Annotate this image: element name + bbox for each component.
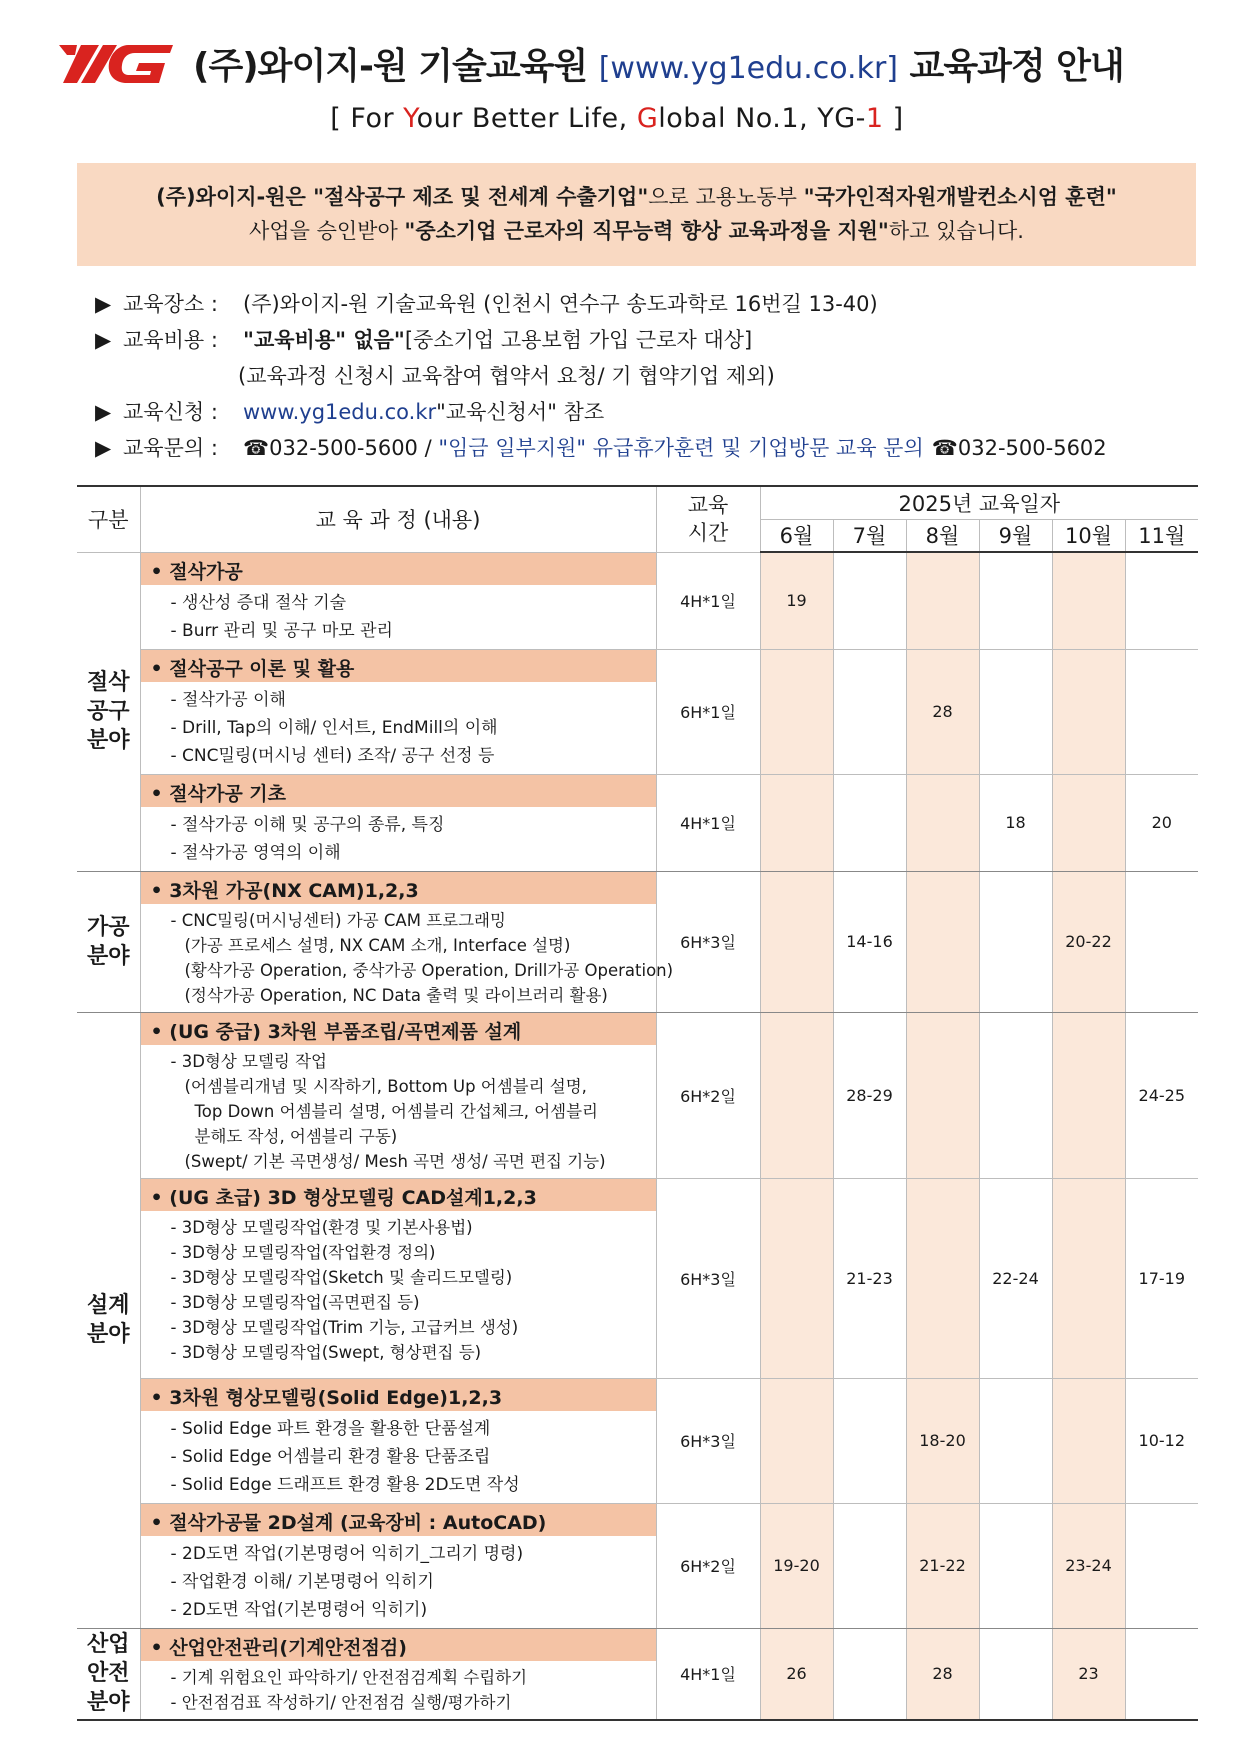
course-detail-line: - 생산성 증대 절삭 기술 (170, 592, 347, 613)
date-cell: 17-19 (1125, 1178, 1198, 1378)
course-detail-line: - 3D형상 모델링작업(환경 및 기본사용법) (170, 1217, 473, 1237)
cost-note: (교육과정 신청시 교육참여 협약서 요청/ 기 협약기업 제외) (238, 364, 775, 388)
info-list (95, 286, 1215, 466)
date-cell (1125, 871, 1198, 1012)
course-detail-line: - Drill, Tap의 이해/ 인서트, EndMill의 이해 (170, 717, 498, 738)
slogan (0, 103, 1234, 134)
course-cell (140, 774, 656, 871)
date-cell (979, 1503, 1052, 1628)
date-cell (833, 774, 906, 871)
date-cell (833, 1378, 906, 1503)
date-cell (979, 649, 1052, 774)
course-row (77, 1378, 1198, 1503)
page-title (193, 38, 1124, 89)
course-description (141, 904, 674, 1012)
course-cell (140, 1378, 656, 1503)
header-month: 10월 (1052, 519, 1125, 552)
course-detail-line: - 3D형상 모델링 작업 (170, 1051, 327, 1071)
date-cell: 20 (1125, 774, 1198, 871)
slogan-one: 1 (865, 103, 884, 134)
course-detail-line: - 3D형상 모델링작업(Swept, 형상편집 등) (170, 1342, 482, 1362)
notice-l2-c: 하고 있습니다. (888, 219, 1024, 243)
course-description (141, 807, 656, 871)
course-row (77, 1628, 1198, 1720)
page-header (55, 28, 1215, 98)
hours-cell: 6H*3일 (656, 1378, 760, 1503)
course-detail-line: Top Down 어셈블리 설명, 어셈블리 간섭체크, 어셈블리 (194, 1101, 598, 1121)
course-detail-line: - Burr 관리 및 공구 마모 관리 (170, 620, 393, 641)
yg-logo-icon (55, 33, 175, 93)
date-cell (833, 649, 906, 774)
date-cell: 19-20 (760, 1503, 833, 1628)
course-detail-line: (가공 프로세스 설명, NX CAM 소개, Interface 설명) (184, 935, 571, 955)
hours-cell: 4H*1일 (656, 774, 760, 871)
course-detail-line: - 3D형상 모델링작업(Sketch 및 솔리드모델링) (170, 1267, 513, 1287)
contact-phone-2: ☎032-500-5602 (931, 436, 1107, 460)
notice-l2-b: "중소기업 근로자의 직무능력 향상 교육과정을 지원" (404, 219, 889, 243)
slogan-mid1: our Better Life, (416, 103, 637, 134)
course-detail-line: - 절삭가공 이해 (170, 689, 286, 710)
course-detail-line: - Solid Edge 드래프트 환경 활용 2D도면 작성 (170, 1474, 520, 1495)
date-cell (906, 1012, 979, 1178)
date-cell (1125, 1628, 1198, 1720)
slogan-g: G (636, 103, 659, 134)
date-cell (1052, 1178, 1125, 1378)
course-detail-line: (어셈블리개념 및 시작하기, Bottom Up 어셈블리 설명, (184, 1076, 587, 1096)
course-title: • 절삭공구 이론 및 활용 (141, 650, 656, 682)
contact-blue: "임금 일부지원" 유급휴가훈련 및 기업방문 교육 문의 (438, 436, 924, 460)
date-cell: 24-25 (1125, 1012, 1198, 1178)
date-cell (906, 774, 979, 871)
hours-cell: 4H*1일 (656, 552, 760, 649)
course-description (141, 1045, 656, 1178)
slogan-close: ] (883, 103, 904, 134)
cost-value-bold: "교육비용" 없음" (243, 328, 405, 352)
date-cell: 28 (906, 1628, 979, 1720)
course-title: • 절삭가공 (141, 553, 656, 585)
date-cell: 14-16 (833, 871, 906, 1012)
course-title: • 산업안전관리(기계안전점검) (141, 1629, 656, 1661)
course-detail-line: - CNC밀링(머시닝 센터) 조작/ 공구 선정 등 (170, 745, 495, 766)
header-month: 8월 (906, 519, 979, 552)
slogan-y: Y (403, 103, 417, 134)
contact-sep: / (417, 436, 439, 460)
contact-phone-1: ☎032-500-5600 (243, 436, 418, 460)
date-cell: 19 (760, 552, 833, 649)
date-cell (979, 1012, 1052, 1178)
date-cell: 21-22 (906, 1503, 979, 1628)
date-cell (906, 871, 979, 1012)
course-description (141, 585, 656, 649)
date-cell: 22-24 (979, 1178, 1052, 1378)
date-cell: 10-12 (1125, 1378, 1198, 1503)
header-dates: 2025년 교육일자 (760, 486, 1198, 519)
course-detail-line: - 기계 위험요인 파악하기/ 안전점검계획 수립하기 (170, 1667, 528, 1687)
course-detail-line: - Solid Edge 파트 환경을 활용한 단품설계 (170, 1418, 491, 1439)
date-cell (1125, 649, 1198, 774)
course-row (77, 552, 1198, 649)
schedule-table (77, 485, 1198, 1721)
hours-cell: 6H*2일 (656, 1012, 760, 1178)
date-cell (1125, 552, 1198, 649)
course-detail-line: - 안전점검표 작성하기/ 안전점검 실행/평가하기 (170, 1692, 512, 1712)
apply-rest: "교육신청서" 참조 (436, 400, 605, 424)
info-contact (95, 430, 1215, 466)
contact-label: 교육문의 : (123, 436, 218, 460)
date-cell: 28 (906, 649, 979, 774)
date-cell (906, 1178, 979, 1378)
course-title: • 절삭가공 기초 (141, 775, 656, 807)
course-description (141, 1536, 656, 1628)
course-detail-line: 분해도 작성, 어셈블리 구동) (194, 1126, 398, 1146)
header-category: 구분 (77, 486, 140, 552)
course-detail-line: - CNC밀링(머시닝센터) 가공 CAM 프로그래밍 (170, 910, 506, 930)
notice-l1-c: 으로 고용노동부 (648, 185, 804, 209)
date-cell (979, 871, 1052, 1012)
date-cell: 23-24 (1052, 1503, 1125, 1628)
date-cell (833, 1628, 906, 1720)
date-cell (760, 871, 833, 1012)
course-description (141, 1211, 656, 1369)
place-label: 교육장소 : (123, 292, 218, 316)
header-month: 9월 (979, 519, 1052, 552)
course-title: • 절삭가공물 2D설계 (교육장비 : AutoCAD) (141, 1504, 656, 1536)
date-cell (1052, 774, 1125, 871)
info-apply (95, 394, 1215, 430)
date-cell (760, 1178, 833, 1378)
course-row (77, 1012, 1198, 1178)
hours-cell: 6H*3일 (656, 1178, 760, 1378)
course-row (77, 774, 1198, 871)
arrow-icon: ▶ (95, 436, 112, 460)
course-detail-line: - Solid Edge 어셈블리 환경 활용 단품조립 (170, 1446, 491, 1467)
course-cell (140, 1012, 656, 1178)
place-value: (주)와이지-원 기술교육원 (인천시 연수구 송도과학로 16번길 13-40) (243, 292, 878, 316)
title-prefix: (주)와이지-원 기술교육원 (193, 45, 588, 87)
course-detail-line: - 작업환경 이해/ 기본명령어 익히기 (170, 1571, 434, 1592)
course-title: • 3차원 형상모델링(Solid Edge)1,2,3 (141, 1379, 656, 1411)
course-detail-line: - 3D형상 모델링작업(작업환경 정의) (170, 1242, 436, 1262)
course-detail-line: - 3D형상 모델링작업(곡면편집 등) (170, 1292, 420, 1312)
header-hours: 교육 시간 (656, 486, 760, 552)
course-detail-line: - 절삭가공 영역의 이해 (170, 842, 341, 863)
date-cell (760, 649, 833, 774)
date-cell: 18 (979, 774, 1052, 871)
notice-l1-d: "국가인적자원개발컨소시엄 훈련" (803, 185, 1117, 209)
hours-cell: 6H*1일 (656, 649, 760, 774)
notice-l1-a: (주)와이지-원은 (156, 185, 314, 209)
header-month: 6월 (760, 519, 833, 552)
date-cell (1052, 649, 1125, 774)
header-course: 교 육 과 정 (내용) (140, 486, 656, 552)
hours-cell: 6H*3일 (656, 871, 760, 1012)
arrow-icon: ▶ (95, 292, 112, 316)
date-cell: 23 (1052, 1628, 1125, 1720)
category-cell: 절삭 공구 분야 (77, 552, 140, 871)
course-title: • 3차원 가공(NX CAM)1,2,3 (141, 872, 656, 904)
date-cell (1052, 1012, 1125, 1178)
category-cell: 산업 안전 분야 (77, 1628, 140, 1720)
hours-cell: 4H*1일 (656, 1628, 760, 1720)
course-title: • (UG 초급) 3D 형상모델링 CAD설계1,2,3 (141, 1179, 656, 1211)
info-place (95, 286, 1215, 322)
apply-label: 교육신청 : (123, 400, 218, 424)
cost-label: 교육비용 : (123, 328, 218, 352)
course-row (77, 649, 1198, 774)
notice-line-1 (77, 180, 1196, 214)
title-suffix: 교육과정 안내 (909, 45, 1124, 87)
date-cell (760, 774, 833, 871)
notice-l1-b: "절삭공구 제조 및 전세계 수출기업" (313, 185, 649, 209)
header-month: 7월 (833, 519, 906, 552)
date-cell (979, 1378, 1052, 1503)
course-description (141, 682, 656, 774)
cost-value-rest: [중소기업 고용보험 가입 근로자 대상] (404, 328, 753, 352)
info-cost-note (95, 358, 1215, 394)
course-cell (140, 649, 656, 774)
course-cell (140, 1178, 656, 1378)
course-detail-line: (황삭가공 Operation, 중삭가공 Operation, Drill가공 Operation) (184, 960, 674, 980)
title-url-link[interactable]: [www.yg1edu.co.kr] (598, 50, 898, 86)
date-cell (906, 552, 979, 649)
course-detail-line: - 3D형상 모델링작업(Trim 기능, 고급커브 생성) (170, 1317, 519, 1337)
course-detail-line: (정삭가공 Operation, NC Data 출력 및 라이브러리 활용) (184, 985, 608, 1005)
course-title: • (UG 중급) 3차원 부품조립/곡면제품 설계 (141, 1013, 656, 1045)
notice-l2-a: 사업을 승인받아 (249, 219, 405, 243)
date-cell (760, 1012, 833, 1178)
date-cell: 20-22 (1052, 871, 1125, 1012)
category-cell: 설계 분야 (77, 1012, 140, 1628)
info-cost (95, 322, 1215, 358)
date-cell (979, 552, 1052, 649)
course-description (141, 1411, 656, 1503)
date-cell (833, 552, 906, 649)
notice-line-2 (77, 214, 1196, 248)
apply-url-link[interactable]: www.yg1edu.co.kr (243, 400, 437, 424)
slogan-mid2: lobal No.1, YG- (658, 103, 866, 134)
course-detail-line: - 2D도면 작업(기본명령어 익히기_그리기 명령) (170, 1543, 524, 1564)
course-detail-line: (Swept/ 기본 곡면생성/ Mesh 곡면 생성/ 곡면 편집 기능) (184, 1151, 606, 1171)
date-cell (1125, 1503, 1198, 1628)
course-detail-line: - 2D도면 작업(기본명령어 익히기) (170, 1599, 428, 1620)
course-row (77, 871, 1198, 1012)
date-cell (979, 1628, 1052, 1720)
hours-cell: 6H*2일 (656, 1503, 760, 1628)
date-cell (833, 1503, 906, 1628)
date-cell: 18-20 (906, 1378, 979, 1503)
arrow-icon: ▶ (95, 328, 112, 352)
course-cell (140, 1628, 656, 1720)
course-description (141, 1661, 656, 1719)
course-row (77, 1503, 1198, 1628)
date-cell (1052, 1378, 1125, 1503)
slogan-open: [ For (330, 103, 404, 134)
schedule-body (77, 552, 1198, 1720)
course-row (77, 1178, 1198, 1378)
arrow-icon: ▶ (95, 400, 112, 424)
course-cell (140, 552, 656, 649)
date-cell: 26 (760, 1628, 833, 1720)
date-cell (1052, 552, 1125, 649)
course-cell (140, 871, 674, 1012)
course-cell (140, 1503, 656, 1628)
date-cell: 28-29 (833, 1012, 906, 1178)
header-month: 11월 (1125, 519, 1198, 552)
course-detail-line: - 절삭가공 이해 및 공구의 종류, 특징 (170, 814, 445, 835)
date-cell: 21-23 (833, 1178, 906, 1378)
notice-box (77, 163, 1196, 266)
date-cell (760, 1378, 833, 1503)
category-cell: 가공 분야 (77, 871, 140, 1012)
